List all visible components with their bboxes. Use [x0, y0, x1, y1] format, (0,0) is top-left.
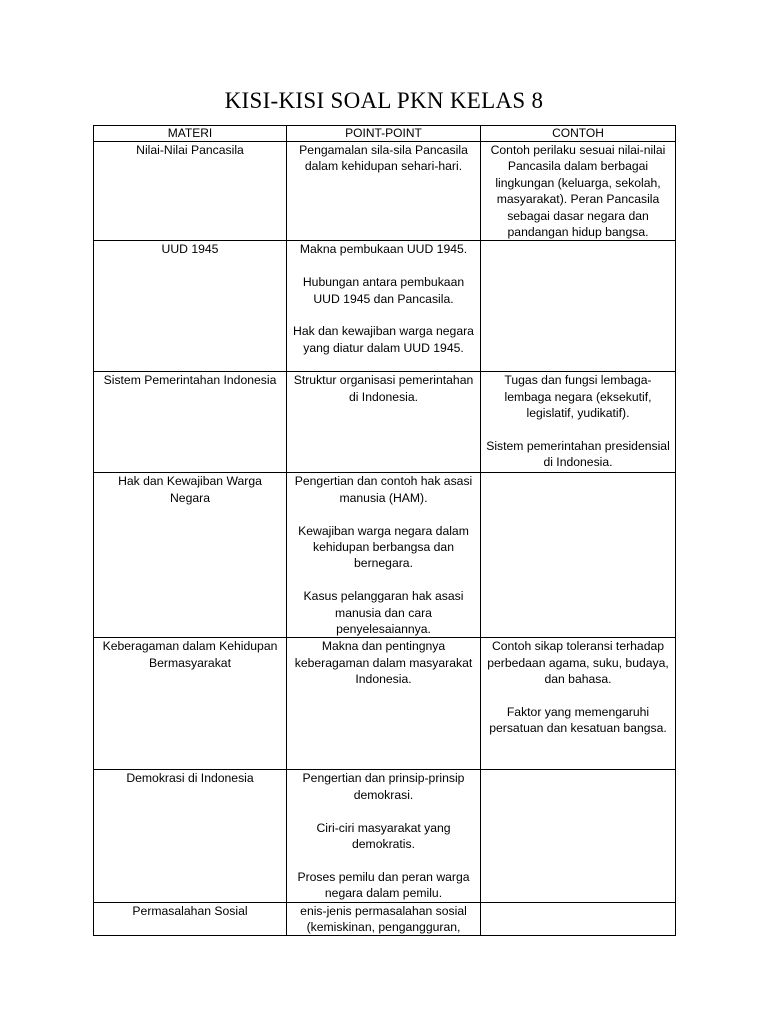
- point-text: Hubungan antara pembukaan UUD 1945 dan Pancasila.: [302, 275, 465, 306]
- table-row: [94, 902, 676, 935]
- cell-contoh: [481, 473, 676, 638]
- cell-materi: Keberagaman dalam Kehidupan Bermasyarakat: [94, 638, 287, 770]
- table-row: [94, 770, 676, 902]
- table-row: [94, 241, 676, 372]
- point-text: Makna pembukaan UUD 1945.: [299, 242, 468, 257]
- point-text: Kasus pelanggaran hak asasi manusia dan cara penyelesaiannya.: [303, 589, 464, 637]
- contoh-text: Tugas dan fungsi lembaga-lembaga negara (eksekutif, legislatif, yudikatif).: [504, 373, 652, 421]
- header-point-point: POINT-POINT: [287, 126, 481, 142]
- cell-materi: UUD 1945: [94, 241, 287, 372]
- point-text: Ciri-ciri masyarakat yang demokratis.: [316, 820, 451, 852]
- cell-points: [287, 142, 481, 241]
- point-text: Makna dan pentingnya keberagaman dalam masyarakat Indonesia.: [294, 639, 473, 687]
- point-text: Kewajiban warga negara dalam kehidupan berbangsa dan bernegara.: [298, 523, 469, 571]
- cell-contoh: [481, 902, 676, 935]
- table-row: [94, 638, 676, 770]
- point-text: Pengertian dan prinsip-prinsip demokrasi.: [302, 771, 465, 802]
- cell-contoh: [481, 372, 676, 473]
- cell-materi: Nilai-Nilai Pancasila: [94, 142, 287, 241]
- contoh-text: Sistem pemerintahan presidensial di Indonesia.: [486, 439, 670, 470]
- point-text: enis-jenis permasalahan sosial (kemiskinan, pengangguran,: [300, 903, 467, 935]
- contoh-text: Contoh sikap toleransi terhadap perbedaan agama, suku, budaya, dan bahasa.: [487, 639, 669, 687]
- cell-contoh: [481, 638, 676, 770]
- kisi-kisi-table: [93, 125, 676, 936]
- cell-points: [287, 241, 481, 372]
- cell-materi: Sistem Pemerintahan Indonesia: [94, 372, 287, 473]
- cell-points: [287, 473, 481, 638]
- cell-points: [287, 372, 481, 473]
- cell-points: [287, 770, 481, 902]
- point-text: Struktur organisasi pemerintahan di Indonesia.: [293, 373, 474, 404]
- header-materi: MATERI: [94, 126, 287, 142]
- point-text: Proses pemilu dan peran warga negara dalam pemilu.: [297, 869, 470, 901]
- contoh-text: Contoh perilaku sesuai nilai-nilai Pancasila dalam berbagai lingkungan (keluarga, sekolah, masyarakat). Peran Pancasila sebagai dasar negara dan pandangan hidup bangsa.: [490, 143, 666, 240]
- point-text: Pengamalan sila-sila Pancasila dalam kehidupan sehari-hari.: [299, 143, 468, 174]
- cell-contoh: [481, 241, 676, 372]
- contoh-text: Faktor yang memengaruhi persatuan dan kesatuan bangsa.: [489, 705, 667, 736]
- cell-points: [287, 638, 481, 770]
- header-contoh: CONTOH: [481, 126, 676, 142]
- point-text: Hak dan kewajiban warga negara yang diatur dalam UUD 1945.: [293, 324, 474, 355]
- point-text: Pengertian dan contoh hak asasi manusia (HAM).: [294, 474, 473, 505]
- table-row: [94, 142, 676, 241]
- cell-materi: Demokrasi di Indonesia: [94, 770, 287, 902]
- table-row: [94, 372, 676, 473]
- table-row: [94, 473, 676, 638]
- cell-materi: Permasalahan Sosial: [94, 902, 287, 935]
- cell-contoh: [481, 770, 676, 902]
- cell-points: [287, 902, 481, 935]
- document-title: KISI-KISI SOAL PKN KELAS 8: [224, 88, 544, 113]
- table-header-row: [94, 126, 676, 142]
- cell-materi: Hak dan Kewajiban Warga Negara: [94, 473, 287, 638]
- cell-contoh: [481, 142, 676, 241]
